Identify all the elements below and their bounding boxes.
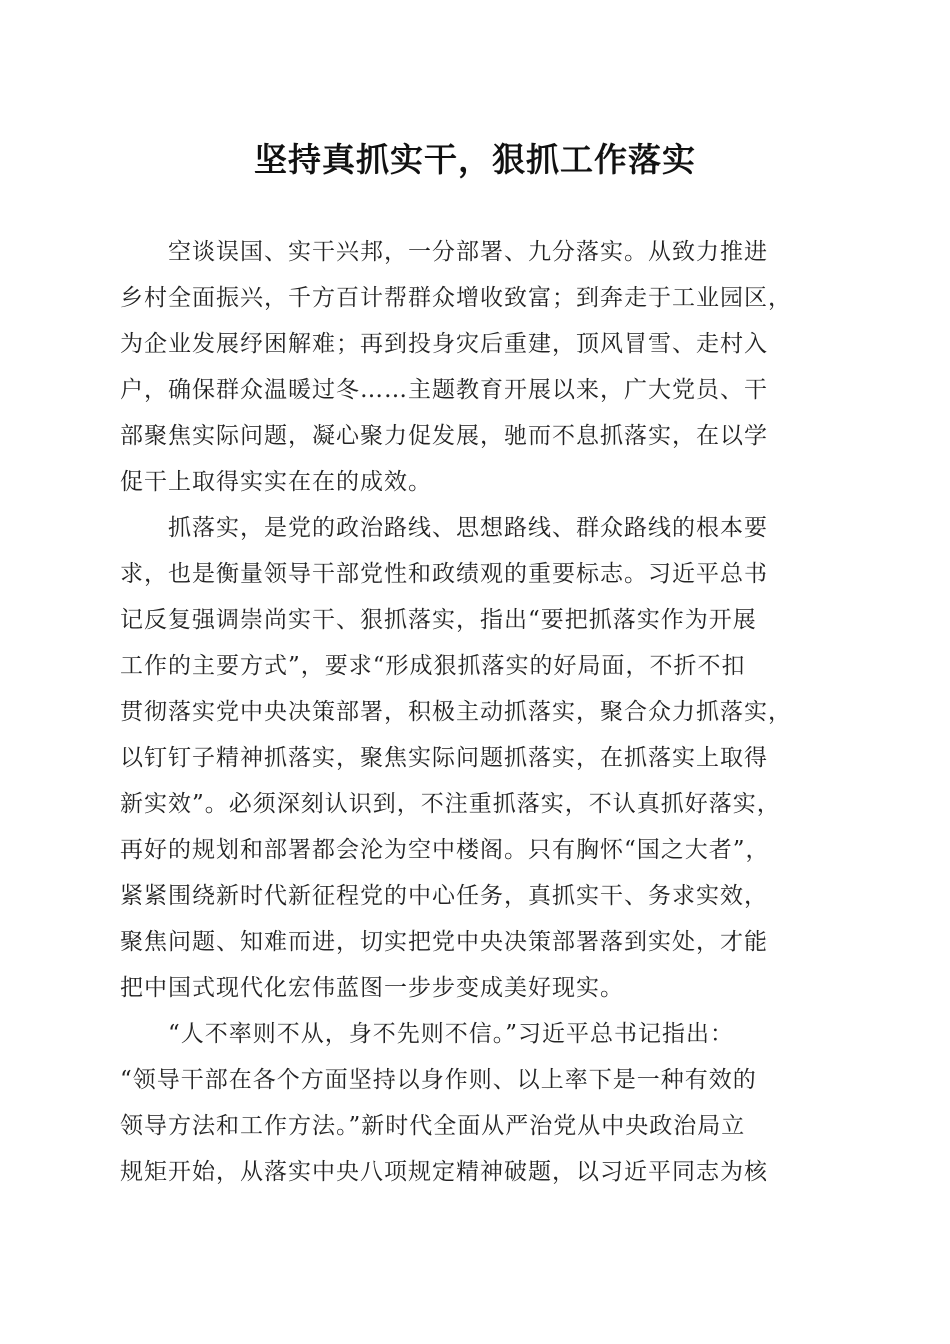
paragraph-line: 户，确保群众温暖过冬……主题教育开展以来，广大党员、干 [120, 377, 768, 403]
paragraph-line: 空谈误国、实干兴邦，一分部署、九分落实。从致力推进 [168, 239, 768, 265]
paragraph-line: 促干上取得实实在在的成效。 [120, 469, 432, 495]
paragraph-line: “人不率则不从，身不先则不信。”习近平总书记指出： [168, 1021, 735, 1047]
paragraph-line: 把中国式现代化宏伟蓝图一步步变成美好现实。 [120, 975, 624, 1001]
paragraph-line: 领导方法和工作方法。”新时代全面从严治党从中央政治局立 [120, 1113, 746, 1139]
paragraph-line: 贯彻落实党中央决策部署，积极主动抓落实，聚合众力抓落实， [120, 699, 792, 725]
paragraph-line: 工作的主要方式”，要求“形成狠抓落实的好局面，不折不扣 [120, 653, 746, 679]
paragraph-line: 为企业发展纾困解难；再到投身灾后重建，顶风冒雪、走村入 [120, 331, 768, 357]
paragraph-line: 规矩开始，从落实中央八项规定精神破题，以习近平同志为核 [120, 1159, 768, 1185]
paragraph-line: 紧紧围绕新时代新征程党的中心任务，真抓实干、务求实效， [120, 883, 768, 909]
paragraph-line: 再好的规划和部署都会沦为空中楼阁。只有胸怀“国之大者”， [120, 837, 770, 863]
article-body [120, 229, 832, 1195]
paragraph-line: 部聚焦实际问题，凝心聚力促发展，驰而不息抓落实，在以学 [120, 423, 768, 449]
paragraph-line: 求，也是衡量领导干部党性和政绩观的重要标志。习近平总书 [120, 561, 768, 587]
paragraph-line: 乡村全面振兴，千方百计帮群众增收致富；到奔走于工业园区， [120, 285, 792, 311]
paragraph-line: 抓落实，是党的政治路线、思想路线、群众路线的根本要 [168, 515, 768, 541]
paragraph-line: 聚焦问题、知难而进，切实把党中央决策部署落到实处，才能 [120, 929, 768, 955]
page-title: 坚持真抓实干，狠抓工作落实 [254, 140, 696, 179]
paragraph-line: 新实效”。必须深刻认识到，不注重抓落实，不认真抓好落实， [120, 791, 781, 817]
paragraph-line: 以钉钉子精神抓落实，聚焦实际问题抓落实，在抓落实上取得 [120, 745, 768, 771]
paragraph-line: 记反复强调崇尚实干、狠抓落实，指出“要把抓落实作为开展 [120, 607, 757, 633]
paragraph-line: “领导干部在各个方面坚持以身作则、以上率下是一种有效的 [120, 1067, 757, 1093]
